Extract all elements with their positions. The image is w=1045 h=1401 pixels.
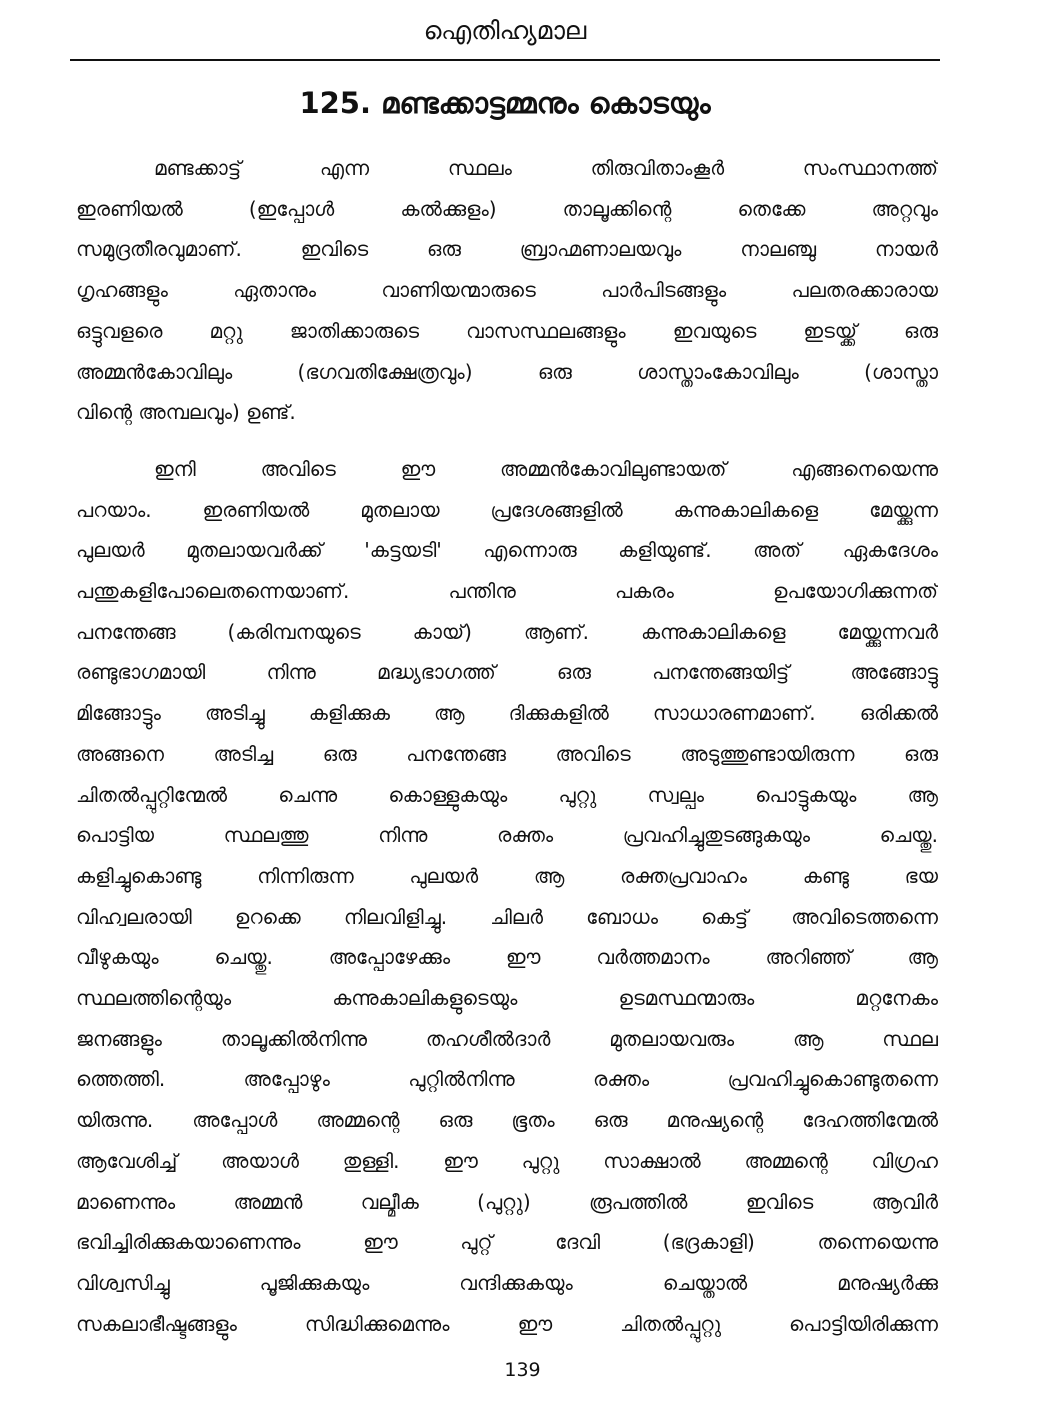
running-header: ഐതിഹ്യമാല <box>423 16 587 45</box>
text-line: വിശ്വസിച്ചു പൂജിക്കുകയും വന്ദിക്കുകയും ചെയ്താൽ മനുഷ്യർക്കു <box>76 1270 938 1295</box>
text-line: പന്തുകളിപോലെതന്നെയാണ്. പന്തിനു പകരം ഉപയോഗിക്കുന്നത് <box>76 579 938 604</box>
text-line: ഒട്ടുവളരെ മറ്റു ജാതിക്കാരുടെ വാസസ്ഥലങ്ങളും ഇവയുടെ ഇടയ്ക്ക് ഒരു <box>76 318 938 343</box>
text-line: അമ്മൻകോവിലും (ഭഗവതിക്ഷേത്രവും) ഒരു ശാസ്താംകോവിലും (ശാസ്താ <box>76 359 938 384</box>
text-line: പുലയർ മുതലായവർക്ക് 'കട്ടയടി' എന്നൊരു കളിയുണ്ട്. അത് ഏകദേശം <box>76 538 938 563</box>
text-line: ഗൃഹങ്ങളും ഏതാനും വാണിയന്മാരുടെ പാർപിടങ്ങളും പലതരക്കാരായ <box>76 278 938 303</box>
paragraph-2 <box>76 449 938 1344</box>
text-line: വീഴുകയും ചെയ്തു. അപ്പോഴേക്കും ഈ വർത്തമാനം അറിഞ്ഞ് ആ <box>76 945 938 970</box>
text-line: പനന്തേങ്ങ (കരിമ്പനയുടെ കായ്) ആണ്. കന്നുകാലികളെ മേയ്ക്കുന്നവർ <box>76 619 938 644</box>
text-line: മിങ്ങോട്ടും അടിച്ചു കളിക്കുക ആ ദിക്കുകളിൽ സാധാരണമാണ്. ഒരിക്കൽ <box>76 701 938 726</box>
text-line: ചിതൽപ്പുറ്റിന്മേൽ ചെന്നു കൊള്ളുകയും പുറ്റു സ്വല്പം പൊട്ടുകയും ആ <box>76 782 938 807</box>
text-line: കളിച്ചുകൊണ്ടു നിന്നിരുന്ന പുലയർ ആ രക്തപ്രവാഹം കണ്ടു ഭയ <box>76 863 938 888</box>
text-line: വിഹ്വലരായി ഉറക്കെ നിലവിളിച്ചു. ചിലർ ബോധം കെട്ട് അവിടെത്തന്നെ <box>76 904 938 929</box>
text-line: പൊട്ടിയ സ്ഥലത്തു നിന്നു രക്തം പ്രവഹിച്ചുതുടങ്ങുകയും ചെയ്തു. <box>76 823 938 848</box>
header-rule <box>70 59 940 61</box>
text-line: സകലാഭീഷ്ടങ്ങളും സിദ്ധിക്കുമെന്നും ഈ ചിതൽപ്പുറ്റു പൊട്ടിയിരിക്കുന്ന <box>76 1311 938 1336</box>
text-line: ഇരണിയൽ (ഇപ്പോൾ കൽക്കുളം) താലൂക്കിന്റെ തെക്കേ അറ്റവും <box>76 196 938 221</box>
text-line: യിരുന്നു. അപ്പോൾ അമ്മന്റെ ഒരു ഭൂതം ഒരു മനുഷ്യന്റെ ദേഹത്തിന്മേൽ <box>76 1108 938 1133</box>
page-number: 139 <box>504 1359 541 1381</box>
paragraph-1 <box>76 148 938 433</box>
text-line: രണ്ടുഭാഗമായി നിന്നു മദ്ധ്യഭാഗത്ത് ഒരു പനന്തേങ്ങയിട്ട് അങ്ങോട്ടു <box>76 660 938 685</box>
text-line: മാണെന്നും അമ്മൻ വല്മീക (പുറ്റു) രൂപത്തിൽ ഇവിടെ ആവിർ <box>76 1189 938 1214</box>
text-line: മണ്ടക്കാട്ട് എന്ന സ്ഥലം തിരുവിതാംകൂർ സംസ്ഥാനത്ത് <box>154 156 938 180</box>
text-line: ആവേശിച്ച് അയാൾ തുള്ളി. ഈ പുറ്റു സാക്ഷാൽ അമ്മന്റെ വിഗ്രഹ <box>76 1148 938 1173</box>
text-line: ഭവിച്ചിരിക്കുകയാണെന്നും ഈ പുറ്റ് ദേവി (ഭദ്രകാളി) തന്നെയെന്നു <box>76 1230 938 1255</box>
text-line: പറയാം. ഇരണിയൽ മുതലായ പ്രദേശങ്ങളിൽ കന്നുകാലികളെ മേയ്ക്കുന്ന <box>76 497 938 522</box>
chapter-title: 125. മണ്ടക്കാട്ടമ്മനും കൊടയും <box>299 86 711 120</box>
text-line: ത്തെത്തി. അപ്പോഴും പുറ്റിൽനിന്നു രക്തം പ്രവഹിച്ചുകൊണ്ടുതന്നെ <box>76 1067 938 1092</box>
text-line: വിന്റെ അമ്പലവും) ഉണ്ട്. <box>76 400 296 425</box>
body-text <box>76 148 938 1344</box>
text-line: സമുദ്രതീരവുമാണ്. ഇവിടെ ഒരു ബ്രാഹ്മണാലയവും നാലഞ്ചു നായർ <box>76 237 938 262</box>
text-line: ജനങ്ങളും താലൂക്കിൽനിന്നു തഹശീൽദാർ മുതലായവരും ആ സ്ഥല <box>76 1026 938 1051</box>
text-line: സ്ഥലത്തിന്റെയും കന്നുകാലികളുടെയും ഉടമസ്ഥന്മാരും മറ്റനേകം <box>76 986 938 1011</box>
text-line: ഇനി അവിടെ ഈ അമ്മൻകോവിലുണ്ടായത് എങ്ങനെയെന്നു <box>154 456 938 481</box>
text-line: അങ്ങനെ അടിച്ച ഒരു പനന്തേങ്ങ അവിടെ അടുത്തുണ്ടായിരുന്ന ഒരു <box>76 741 938 766</box>
